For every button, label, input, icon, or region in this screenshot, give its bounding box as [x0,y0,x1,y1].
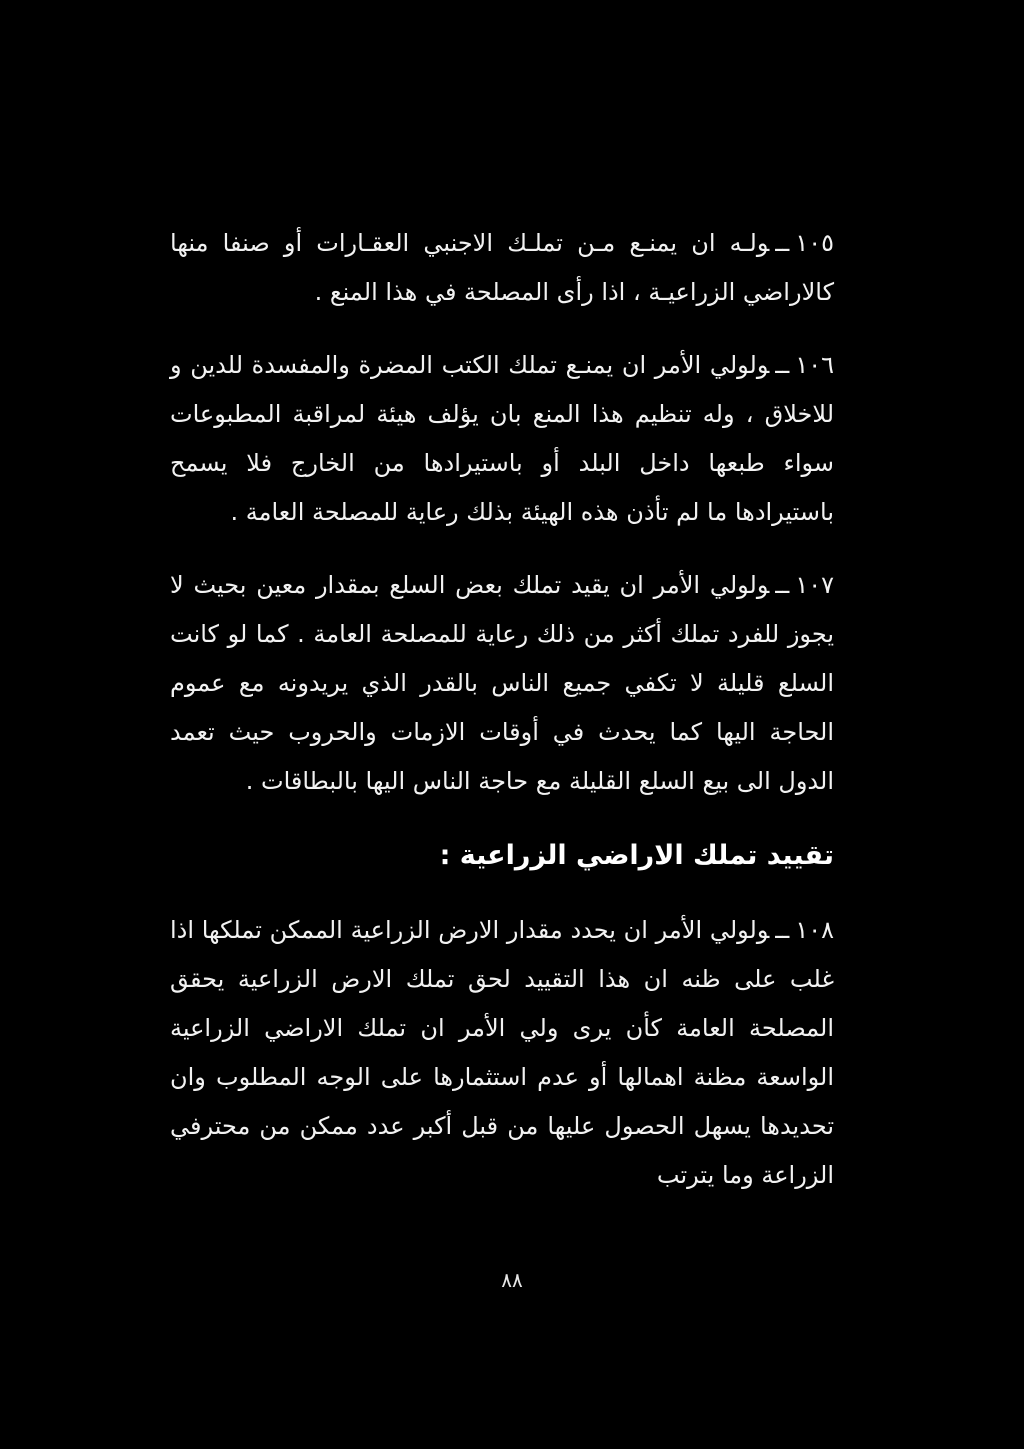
paragraph-text: ولولي الأمر ان يمنـع تملك الكتب المضرة والمفسدة للدين و للاخلاق ، وله تنظيم هذا المنع بان يؤلف هيئة لمراقبة المطبوعات سواء طبعها داخل البلد أو باستيرادها من الخارج فلا يسمح باستيرادها ما لم تأذن هذه الهيئة بذلك رعاية للمصلحة العامة . [170,351,834,526]
paragraph-number: ١٠٦ [795,351,834,379]
paragraph-108 [170,906,834,1200]
paragraph-number: ١٠٥ [795,229,834,257]
paragraph-dash: ــ [775,916,790,944]
paragraph-number: ١٠٨ [795,916,834,944]
paragraph-text: ولـه ان يمنـع مـن تملـك الاجنبي العقـارات أو صنفا منها كالاراضي الزراعيـة ، اذا رأى المصلحة في هذا المنع . [170,229,834,306]
paragraph-dash: ــ [775,351,790,379]
paragraph-106 [170,341,834,537]
paragraph-text: ولولي الأمر ان يقيد تملك بعض السلع بمقدار معين بحيث لا يجوز للفرد تملك أكثر من ذلك رعاية للمصلحة العامة . كما لو كانت السلع قليلة لا تكفي جميع الناس بالقدر الذي يريدونه مع عموم الحاجة اليها كما يحدث في أوقات الازمات والحروب حيث تعمد الدول الى بيع السلع القليلة مع حاجة الناس اليها بالبطاقات . [170,571,834,795]
paragraph-dash: ــ [775,571,790,599]
paragraph-105 [170,219,834,317]
paragraph-number: ١٠٧ [795,571,834,599]
paragraph-dash: ــ [775,229,790,257]
section-heading: تقييد تملك الاراضي الزراعية : [439,840,834,871]
page-body [170,195,834,1224]
paragraph-107 [170,561,834,806]
paragraph-text: ولولي الأمر ان يحدد مقدار الارض الزراعية الممكن تملكها اذا غلب على ظنه ان هذا التقييد لحق تملك الارض الزراعية يحقق المصلحة العامة كأن يرى ولي الأمر ان تملك الاراضي الزراعية الواسعة مظنة اهمالها أو عدم استثمارها على الوجه المطلوب وان تحديدها يسهل الحصول عليها من قبل أكبر عدد ممكن من محترفي الزراعة وما يترتب [170,916,834,1189]
page-number: ٨٨ [501,1268,523,1292]
